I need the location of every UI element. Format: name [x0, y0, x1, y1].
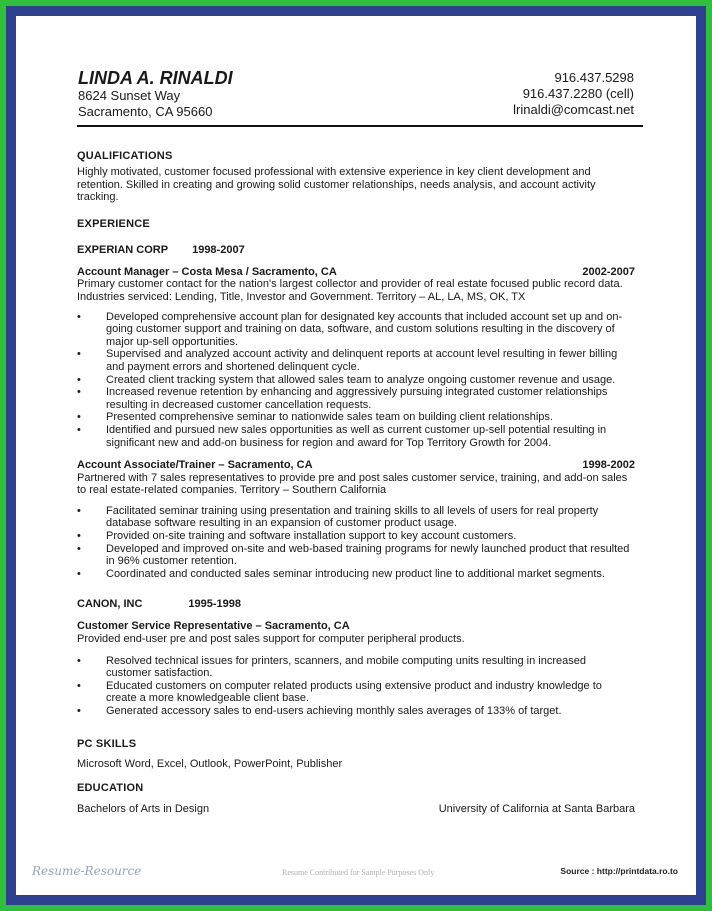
resume-page [16, 16, 696, 895]
role-desc-line: to real estate-related companies. Territory – Southern California [77, 484, 387, 497]
bullet-item [77, 655, 635, 680]
bullet-line: • Presented comprehensive seminar to nationwide sales team on building client relationships. [106, 411, 553, 424]
role-desc-line: Industries serviced: Lending, Title, Investor and Government. Territory – AL, LA, MS, OK, TX [77, 290, 526, 303]
bullet-line: significant new and add-on business for region and award for Top Territory Growth for 2004. [106, 436, 552, 449]
role-years: 1998-2002 [582, 459, 635, 472]
bullet-list [77, 655, 635, 718]
role-years: 2002-2007 [582, 265, 635, 278]
role-title: Account Manager – Costa Mesa / Sacramento, CA [77, 265, 337, 278]
header-divider [77, 125, 643, 127]
role-description [77, 633, 635, 646]
role-description [77, 472, 635, 497]
bullet-line: • Provided on-site training and software installation support to key account customers. [106, 530, 517, 543]
company-name: EXPERIAN CORP [77, 243, 169, 256]
page-footer [32, 862, 680, 882]
bullet-line: create a more knowledgeable client base. [106, 692, 310, 705]
bullet-item [77, 374, 635, 387]
outer-frame [6, 6, 706, 905]
qualifications-line: tracking. [77, 191, 119, 204]
resume-content [77, 68, 635, 816]
role-desc-line: Primary customer contact for the nation's largest collector and provider of real estate focused public record data. [77, 278, 623, 291]
contact-right [513, 68, 634, 118]
bullet-list [77, 311, 635, 450]
role-title: Customer Service Representative – Sacramento, CA [77, 620, 350, 633]
company-years: 1998-2007 [192, 243, 245, 256]
education-row [77, 803, 635, 816]
email: lrinaldi@comcast.net [513, 102, 634, 117]
qualifications-line: retention. Skilled in creating and growing solid customer relationships, needs analysis, and account activity [77, 178, 596, 191]
bullet-item [77, 311, 635, 349]
footer-note: Resume Contributed for Sample Purposes Only [282, 868, 435, 877]
bullet-item [77, 505, 635, 530]
bullet-line: • Generated accessory sales to end-users achieving monthly sales averages of 133% of target. [106, 705, 562, 717]
company-header [77, 598, 635, 610]
role-description [77, 278, 635, 303]
bullet-line: major up-sell opportunities. [106, 335, 239, 348]
role-header [77, 266, 635, 279]
role-desc-line: Partnered with 7 sales representatives to provide pre and post sales customer service, training, and add-on sales [77, 471, 628, 484]
bullet-item [77, 386, 635, 411]
education-heading: EDUCATION [77, 782, 144, 795]
role-title: Account Associate/Trainer – Sacramento, CA [77, 459, 313, 472]
bullet-line: • Coordinated and conducted sales seminar introducing new product line to additional market segments. [106, 567, 605, 580]
qualifications-line: Highly motivated, customer focused professional with extensive experience in key client development and [77, 166, 591, 178]
bullet-line: going customer support and training on data, software, and custom solutions resulting in the discovery of [106, 323, 615, 336]
bullet-line: database software resulting in an expansion of customer product usage. [106, 517, 457, 530]
contact-left [78, 68, 233, 120]
company-header [77, 244, 635, 256]
contact-header [77, 68, 635, 140]
bullet-line: customer satisfaction. [106, 667, 213, 680]
school: University of California at Santa Barbara [438, 803, 635, 816]
pc-skills-text: Microsoft Word, Excel, Outlook, PowerPoint, Publisher [77, 757, 343, 770]
phone: 916.437.5298 [554, 70, 634, 85]
bullet-line: • Supervised and analyzed account activity and delinquent reports at account level resulting in fewer billing [106, 348, 618, 361]
role-desc-line: Provided end-user pre and post sales support for computer peripheral products. [77, 633, 465, 646]
resume-resource-logo: Resume-Resource [32, 864, 142, 878]
experience-heading: EXPERIENCE [77, 217, 150, 230]
bullet-line: • Facilitated seminar training using presentation and training skills to all levels of users for real property [106, 504, 599, 517]
company-years: 1995-1998 [188, 598, 241, 611]
qualifications-text [77, 166, 635, 204]
bullet-item [77, 530, 635, 543]
bullet-line: resulting in decreased customer cancellation requests. [106, 398, 372, 411]
bullet-line: • Developed comprehensive account plan for designated key accounts that included account set up and on- [106, 310, 623, 323]
bullet-item [77, 411, 635, 424]
qualifications-heading: QUALIFICATIONS [77, 150, 173, 162]
bullet-item [77, 543, 635, 568]
role-header [77, 459, 635, 472]
bullet-line: • Developed and improved on-site and web-based training programs for newly launched product that resulted [106, 542, 630, 555]
degree: Bachelors of Arts in Design [77, 803, 210, 816]
bullet-item [77, 680, 635, 705]
candidate-name: LINDA A. RINALDI [78, 68, 233, 88]
bullet-line: in 96% customer retention. [106, 555, 237, 568]
bullet-line: • Identified and pursued new sales opportunities as well as current customer up-sell potential resulting in [106, 423, 607, 436]
bullet-line: • Increased revenue retention by enhancing and aggressively pursuing integrated customer relationships [106, 386, 608, 399]
bullet-line: • Created client tracking system that allowed sales team to analyze ongoing customer revenue and usage. [106, 373, 616, 386]
address-line-2: Sacramento, CA 95660 [78, 104, 213, 119]
bullet-list [77, 505, 635, 581]
cell-phone: 916.437.2280 (cell) [522, 86, 634, 101]
bullet-item [77, 705, 635, 718]
role-header [77, 620, 635, 633]
company-name: CANON, INC [77, 598, 143, 611]
pc-skills-heading: PC SKILLS [77, 737, 137, 750]
bullet-line: and payment errors and shortened delinquent cycle. [106, 360, 360, 373]
bullet-item [77, 424, 635, 449]
bullet-item [77, 348, 635, 373]
bullet-item [77, 568, 635, 581]
address-line-1: 8624 Sunset Way [78, 88, 181, 103]
source-caption: Source : http://printdata.ro.to [560, 866, 678, 876]
bullet-line: • Educated customers on computer related products using extensive product and industry knowledge to [106, 679, 602, 692]
bullet-line: • Resolved technical issues for printers, scanners, and mobile computing units resulting in increased [106, 654, 586, 667]
